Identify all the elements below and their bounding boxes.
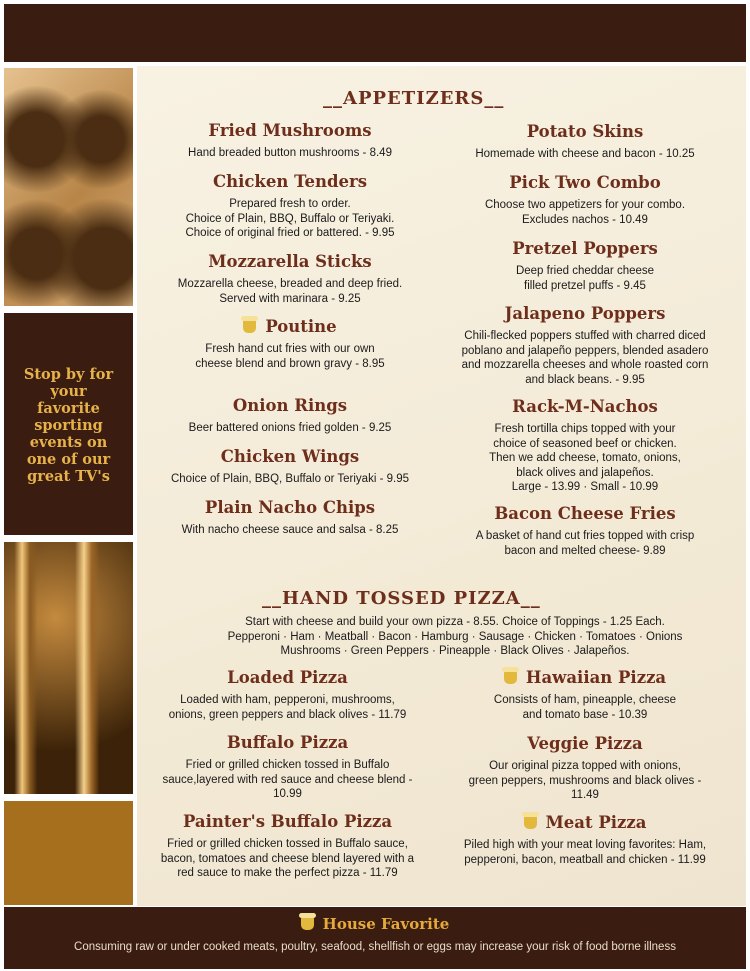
menu-item	[440, 122, 730, 162]
menu-item	[140, 812, 435, 881]
side-photo-tiles	[4, 68, 133, 306]
item-desc: Beer battered onions fried golden - 9.25	[188, 422, 392, 434]
menu-item	[150, 498, 430, 538]
item-name: Painter's Buffalo Pizza	[182, 812, 393, 831]
menu-item	[440, 239, 730, 293]
top-banner	[4, 4, 746, 62]
house-favorite-label: House Favorite	[322, 915, 450, 933]
menu-item	[150, 172, 430, 241]
menu-item	[440, 173, 730, 227]
menu-item	[440, 813, 730, 867]
menu-item	[145, 668, 430, 722]
item-name: Mozzarella Sticks	[208, 252, 372, 271]
item-name: Potato Skins	[526, 122, 644, 141]
appetizers-heading: __APPETIZERS__	[323, 88, 505, 109]
item-desc: Fresh tortilla chips topped with your choice of seasoned beef or chicken. Then we add cheese, tomato, onions, black olives and jalapeños. Large - 13.99 · Small - 10.99	[489, 423, 681, 493]
item-name: Rack-M-Nachos	[512, 397, 658, 416]
pizza-heading: __HAND TOSSED PIZZA__	[262, 588, 541, 609]
item-name: Chicken Wings	[220, 447, 360, 466]
house-favorite-legend	[0, 915, 750, 933]
item-desc: Choose two appetizers for your combo. Excludes nachos - 10.49	[484, 199, 686, 226]
item-name: Veggie Pizza	[527, 734, 643, 753]
item-desc: Prepared fresh to order. Choice of Plain, BBQ, Buffalo or Teriyaki. Choice of original fried or battered. - 9.95	[185, 198, 395, 239]
item-name-row	[440, 668, 730, 688]
item-desc: Mozzarella cheese, breaded and deep fried. Served with marinara - 9.25	[177, 278, 403, 305]
item-desc: Our original pizza topped with onions, green peppers, mushrooms and black olives - 11.49	[468, 760, 702, 801]
item-name: Plain Nacho Chips	[204, 498, 376, 517]
item-desc: Choice of Plain, BBQ, Buffalo or Teriyaki - 9.95	[170, 473, 409, 485]
mug-icon	[504, 670, 517, 684]
side-promo-text: Stop by for your favorite sporting events on one of our great TV's	[23, 366, 114, 485]
item-name: Hawaiian Pizza	[525, 668, 667, 687]
menu-item	[150, 121, 430, 161]
food-safety-disclaimer: Consuming raw or under cooked meats, poultry, seafood, shellfish or eggs may increase your risk of food borne illness	[74, 941, 676, 953]
item-name: Poutine	[265, 317, 337, 336]
item-name-row	[440, 813, 730, 833]
menu-item	[150, 317, 430, 371]
item-name: Pretzel Poppers	[512, 239, 658, 258]
item-name: Buffalo Pizza	[226, 733, 349, 752]
side-photo-beer-taps	[4, 542, 133, 794]
menu-item	[440, 304, 730, 387]
item-name: Meat Pizza	[545, 813, 647, 832]
menu-item	[440, 397, 730, 495]
menu-item	[145, 733, 430, 802]
item-desc: With nacho cheese sauce and salsa - 8.25	[181, 524, 399, 536]
menu-item	[440, 668, 730, 722]
item-name: Onion Rings	[232, 396, 348, 415]
menu-item	[440, 504, 730, 558]
item-desc: Fried or grilled chicken tossed in Buffalo sauce, bacon, tomatoes and cheese blend layered with a red sauce to make the perfect pizza - 11.79	[160, 838, 415, 879]
item-desc: A basket of hand cut fries topped with crisp bacon and melted cheese- 9.89	[475, 530, 695, 557]
item-name: Fried Mushrooms	[208, 121, 372, 140]
menu-item	[150, 396, 430, 436]
menu-item	[150, 252, 430, 306]
mug-icon	[243, 319, 256, 333]
item-desc: Homemade with cheese and bacon - 10.25	[475, 148, 695, 160]
item-desc: Hand breaded button mushrooms - 8.49	[188, 147, 392, 159]
item-name: Pick Two Combo	[509, 173, 661, 192]
mug-icon	[301, 916, 314, 930]
menu-item	[440, 734, 730, 803]
menu-item	[150, 447, 430, 487]
item-desc: Piled high with your meat loving favorites: Ham, pepperoni, bacon, meatball and chicken - 11.99	[463, 839, 707, 866]
item-name: Chicken Tenders	[212, 172, 367, 191]
item-desc: Deep fried cheddar cheese filled pretzel puffs - 9.45	[515, 265, 655, 292]
item-desc: Fresh hand cut fries with our own cheese blend and brown gravy - 8.95	[195, 343, 385, 370]
item-desc: Consists of ham, pineapple, cheese and tomato base - 10.39	[493, 694, 677, 721]
item-name: Bacon Cheese Fries	[494, 504, 676, 523]
item-desc: Loaded with ham, pepperoni, mushrooms, onions, green peppers and black olives - 11.79	[168, 694, 407, 721]
item-name-row	[150, 317, 430, 337]
mug-icon	[524, 815, 537, 829]
item-name: Loaded Pizza	[227, 668, 348, 687]
item-name: Jalapeno Poppers	[504, 304, 666, 323]
side-photo-beer	[4, 801, 133, 905]
pizza-intro: Start with cheese and build your own pizza - 8.55. Choice of Toppings - 1.25 Each. Pepperoni · Ham · Meatball · Bacon · Hamburg · Sausage · Chicken · Tomatoes · Onions Mushrooms · Green Peppers · Pineapple · Black Olives · Jalapeños.	[227, 616, 683, 657]
item-desc: Fried or grilled chicken tossed in Buffalo sauce,layered with red sauce and cheese blend - 10.99	[162, 759, 413, 800]
item-desc: Chili-flecked poppers stuffed with charred diced poblano and jalapeño peppers, blended asadero and mozzarella cheeses and whole roasted corn and black beans. - 9.95	[461, 330, 709, 386]
